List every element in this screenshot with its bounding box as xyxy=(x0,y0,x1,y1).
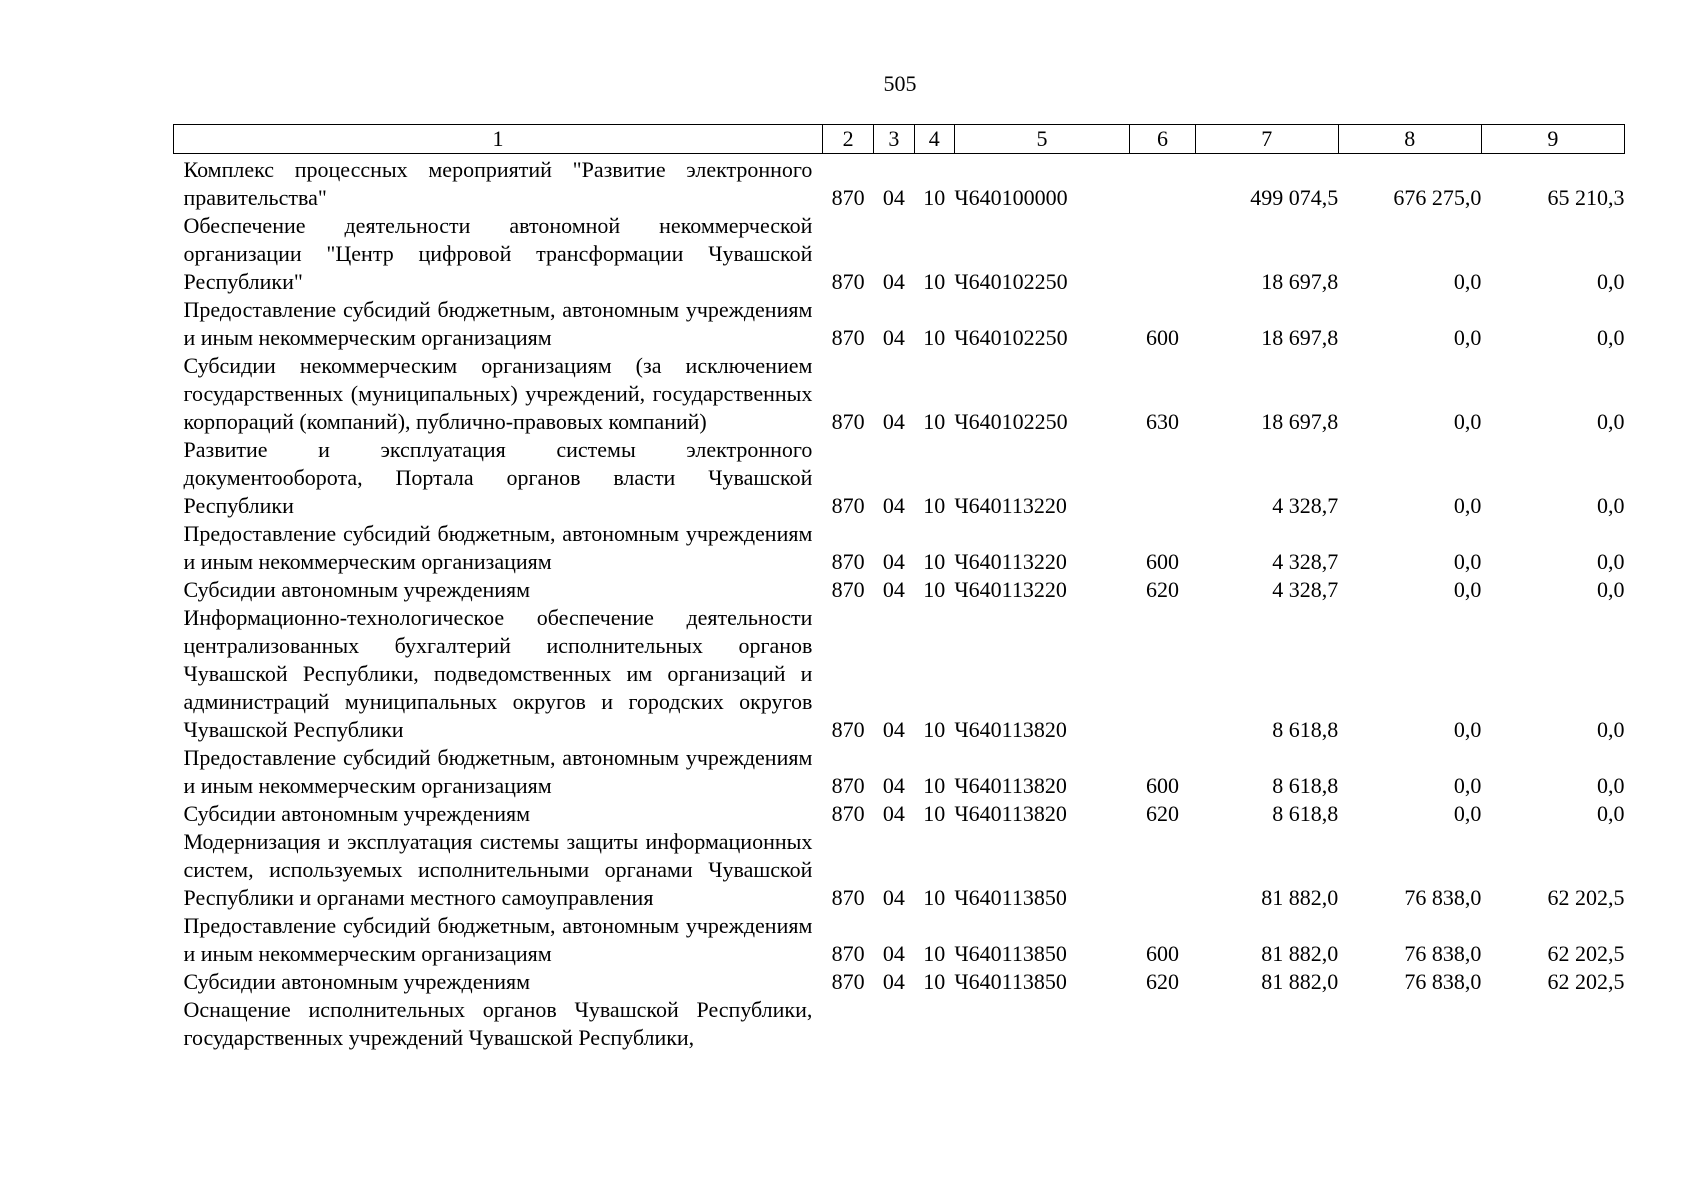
section-code: 04 xyxy=(882,493,905,518)
amount-col9: 0,0 xyxy=(1597,577,1625,602)
table-row xyxy=(174,800,1625,828)
amount-col7: 81 882,0 xyxy=(1261,941,1339,966)
expense-type-code: 600 xyxy=(1145,549,1179,574)
expense-type-code: 600 xyxy=(1145,773,1179,798)
subsection-code: 10 xyxy=(923,493,946,518)
row-description: Субсидии автономным учреждениям xyxy=(183,969,531,994)
amount-col8: 0,0 xyxy=(1453,577,1482,602)
amount-col9: 62 202,5 xyxy=(1547,969,1625,994)
section-code: 04 xyxy=(882,941,905,966)
table-row xyxy=(174,352,1625,436)
amount-col9: 0,0 xyxy=(1597,409,1625,434)
subsection-code: 10 xyxy=(923,185,946,210)
subsection-code: 10 xyxy=(923,269,946,294)
amount-col9 xyxy=(1481,996,1624,1052)
row-description: Информационно-технологическое обеспечение деятельности централизованных бухгалтерий исполнительных органов Чувашской Республики, подведомственных им организаций и администраций муниципальных округов и городских округов Чувашской Республики xyxy=(183,605,813,742)
amount-col8: 676 275,0 xyxy=(1393,185,1482,210)
section-code: 04 xyxy=(882,801,905,826)
subsection-code: 10 xyxy=(923,773,946,798)
ministry-code: 870 xyxy=(831,493,865,518)
expense-type-code: 620 xyxy=(1145,577,1179,602)
amount-col9: 62 202,5 xyxy=(1547,885,1625,910)
column-header: 8 xyxy=(1338,125,1481,154)
expense-type-code xyxy=(1130,154,1195,213)
subsection-code: 10 xyxy=(923,577,946,602)
column-header: 6 xyxy=(1130,125,1195,154)
ministry-code: 870 xyxy=(831,185,865,210)
column-header: 7 xyxy=(1195,125,1338,154)
amount-col9: 65 210,3 xyxy=(1547,185,1625,210)
amount-col8: 0,0 xyxy=(1453,325,1482,350)
amount-col9: 0,0 xyxy=(1597,325,1625,350)
amount-col9: 0,0 xyxy=(1597,717,1625,742)
expense-type-code: 600 xyxy=(1145,941,1179,966)
target-article-code: Ч640113820 xyxy=(954,717,1067,742)
amount-col9: 0,0 xyxy=(1597,801,1625,826)
section-code: 04 xyxy=(882,969,905,994)
subsection-code xyxy=(914,996,954,1052)
ministry-code: 870 xyxy=(831,801,865,826)
expense-type-code xyxy=(1130,996,1195,1052)
table-row xyxy=(174,604,1625,744)
ministry-code: 870 xyxy=(831,969,865,994)
section-code: 04 xyxy=(882,577,905,602)
row-description: Оснащение исполнительных органов Чувашской Республики, государственных учреждений Чувашской Республики, xyxy=(183,997,813,1050)
ministry-code: 870 xyxy=(831,269,865,294)
amount-col7: 18 697,8 xyxy=(1261,409,1339,434)
column-header: 3 xyxy=(874,125,914,154)
column-header: 2 xyxy=(822,125,873,154)
subsection-code: 10 xyxy=(923,717,946,742)
column-header: 5 xyxy=(954,125,1129,154)
table-row xyxy=(174,154,1625,213)
expense-type-code: 630 xyxy=(1145,409,1179,434)
amount-col7 xyxy=(1195,996,1338,1052)
table-row xyxy=(174,744,1625,800)
table-row xyxy=(174,296,1625,352)
target-article-code: Ч640113850 xyxy=(954,969,1067,994)
subsection-code: 10 xyxy=(923,409,946,434)
amount-col9: 0,0 xyxy=(1597,269,1625,294)
section-code: 04 xyxy=(882,325,905,350)
expense-type-code xyxy=(1130,828,1195,912)
row-description: Субсидии автономным учреждениям xyxy=(183,577,531,602)
amount-col8: 76 838,0 xyxy=(1404,969,1482,994)
amount-col8: 0,0 xyxy=(1453,549,1482,574)
table-row xyxy=(174,520,1625,576)
amount-col8: 76 838,0 xyxy=(1404,885,1482,910)
budget-table xyxy=(173,124,1625,1052)
row-description: Предоставление субсидий бюджетным, автономным учреждениям и иным некоммерческим организациям xyxy=(183,297,813,350)
subsection-code: 10 xyxy=(923,801,946,826)
target-article-code: Ч640113850 xyxy=(954,885,1067,910)
section-code: 04 xyxy=(882,409,905,434)
target-article-code: Ч640102250 xyxy=(954,409,1068,434)
section-code: 04 xyxy=(882,885,905,910)
expense-type-code xyxy=(1130,604,1195,744)
amount-col7: 81 882,0 xyxy=(1261,885,1339,910)
column-number-header-row xyxy=(174,125,1625,154)
row-description: Обеспечение деятельности автономной некоммерческой организации "Центр цифровой трансформации Чувашской Республики" xyxy=(183,213,813,294)
amount-col9: 0,0 xyxy=(1597,493,1625,518)
expense-type-code: 620 xyxy=(1145,801,1179,826)
column-header: 1 xyxy=(174,125,823,154)
ministry-code: 870 xyxy=(831,773,865,798)
amount-col8: 0,0 xyxy=(1453,409,1482,434)
row-description: Модернизация и эксплуатация системы защиты информационных систем, используемых исполнительными органами Чувашской Республики и органами местного самоуправления xyxy=(183,829,813,910)
amount-col7: 8 618,8 xyxy=(1272,717,1339,742)
table-row xyxy=(174,996,1625,1052)
ministry-code: 870 xyxy=(831,409,865,434)
amount-col7: 4 328,7 xyxy=(1272,493,1339,518)
table-row xyxy=(174,912,1625,968)
subsection-code: 10 xyxy=(923,941,946,966)
section-code: 04 xyxy=(882,185,905,210)
section-code: 04 xyxy=(882,549,905,574)
expense-type-code xyxy=(1130,436,1195,520)
ministry-code: 870 xyxy=(831,885,865,910)
amount-col7: 499 074,5 xyxy=(1250,185,1339,210)
amount-col7: 4 328,7 xyxy=(1272,577,1339,602)
amount-col8: 0,0 xyxy=(1453,801,1482,826)
target-article-code: Ч640113820 xyxy=(954,773,1067,798)
target-article-code: Ч640113220 xyxy=(954,577,1067,602)
amount-col8: 0,0 xyxy=(1453,269,1482,294)
ministry-code: 870 xyxy=(831,577,865,602)
subsection-code: 10 xyxy=(923,885,946,910)
table-row xyxy=(174,576,1625,604)
section-code: 04 xyxy=(882,717,905,742)
amount-col7: 4 328,7 xyxy=(1272,549,1339,574)
ministry-code: 870 xyxy=(831,549,865,574)
table-row xyxy=(174,436,1625,520)
target-article-code: Ч640100000 xyxy=(954,185,1068,210)
expense-type-code: 620 xyxy=(1145,969,1179,994)
amount-col9: 62 202,5 xyxy=(1547,941,1625,966)
amount-col7: 81 882,0 xyxy=(1261,969,1339,994)
amount-col8 xyxy=(1338,996,1481,1052)
row-description: Предоставление субсидий бюджетным, автономным учреждениям и иным некоммерческим организациям xyxy=(183,521,813,574)
amount-col8: 0,0 xyxy=(1453,773,1482,798)
target-article-code: Ч640102250 xyxy=(954,269,1068,294)
target-article-code xyxy=(954,996,1129,1052)
row-description: Субсидии автономным учреждениям xyxy=(183,801,531,826)
section-code: 04 xyxy=(882,773,905,798)
amount-col9: 0,0 xyxy=(1597,549,1625,574)
subsection-code: 10 xyxy=(923,969,946,994)
target-article-code: Ч640113820 xyxy=(954,801,1067,826)
section-code: 04 xyxy=(882,269,905,294)
row-description: Комплекс процессных мероприятий "Развитие электронного правительства" xyxy=(183,157,813,210)
target-article-code: Ч640113220 xyxy=(954,493,1067,518)
amount-col7: 18 697,8 xyxy=(1261,269,1339,294)
amount-col7: 8 618,8 xyxy=(1272,773,1339,798)
amount-col9: 0,0 xyxy=(1597,773,1625,798)
section-code xyxy=(874,996,914,1052)
column-header: 9 xyxy=(1481,125,1624,154)
subsection-code: 10 xyxy=(923,549,946,574)
ministry-code xyxy=(822,996,873,1052)
ministry-code: 870 xyxy=(831,941,865,966)
table-row xyxy=(174,212,1625,296)
table-row xyxy=(174,968,1625,996)
table-row xyxy=(174,828,1625,912)
subsection-code: 10 xyxy=(923,325,946,350)
row-description: Предоставление субсидий бюджетным, автономным учреждениям и иным некоммерческим организациям xyxy=(183,913,813,966)
amount-col8: 0,0 xyxy=(1453,493,1482,518)
ministry-code: 870 xyxy=(831,325,865,350)
row-description: Развитие и эксплуатация системы электронного документооборота, Портала органов власти Чувашской Республики xyxy=(183,437,813,518)
ministry-code: 870 xyxy=(831,717,865,742)
amount-col8: 76 838,0 xyxy=(1404,941,1482,966)
row-description: Предоставление субсидий бюджетным, автономным учреждениям и иным некоммерческим организациям xyxy=(183,745,813,798)
page-number: 505 xyxy=(883,71,917,96)
amount-col7: 8 618,8 xyxy=(1272,801,1339,826)
amount-col8: 0,0 xyxy=(1453,717,1482,742)
target-article-code: Ч640113850 xyxy=(954,941,1067,966)
column-header: 4 xyxy=(914,125,954,154)
amount-col7: 18 697,8 xyxy=(1261,325,1339,350)
target-article-code: Ч640113220 xyxy=(954,549,1067,574)
expense-type-code xyxy=(1130,212,1195,296)
row-description: Субсидии некоммерческим организациям (за исключением государственных (муниципальных) учреждений, государственных корпораций (компаний), публично-правовых компаний) xyxy=(183,353,813,434)
table-body xyxy=(174,154,1625,1053)
target-article-code: Ч640102250 xyxy=(954,325,1068,350)
expense-type-code: 600 xyxy=(1145,325,1179,350)
